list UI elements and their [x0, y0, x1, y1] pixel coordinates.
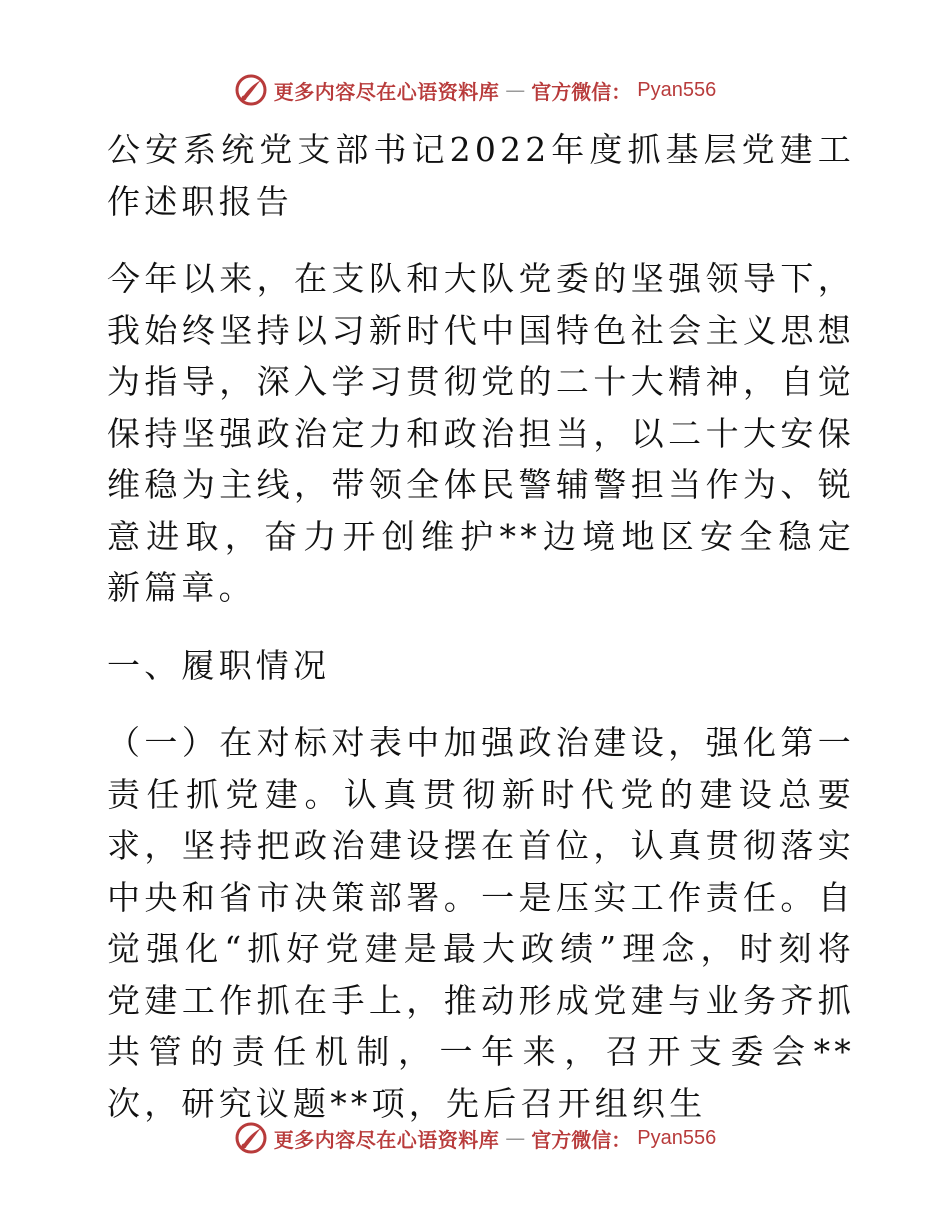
document-body	[97, 124, 855, 1129]
section-heading: 一、履职情况	[107, 645, 331, 685]
watermark-separator: —	[505, 1126, 526, 1150]
watermark-wechat-id: Pyan556	[637, 1126, 717, 1149]
watermark-bottom	[0, 1118, 950, 1158]
watermark-separator: —	[505, 78, 526, 102]
watermark-wechat-id: Pyan556	[637, 78, 717, 101]
intro-paragraph: 今年以来，在支队和大队党委的坚强领导下，我始终坚持以习新时代中国特色社会主义思想为指导，深入学习贯彻党的二十大精神，自觉保持坚强政治定力和政治担当，以二十大安保维稳为主线，带领全体民警辅警担当作为、锐意进取，奋力开创维护**边境地区安全稳定新篇章。	[107, 259, 855, 607]
brush-logo-icon	[234, 73, 268, 107]
watermark-main-text: 更多内容尽在心语资料库	[273, 79, 500, 104]
watermark-wechat-label: 官方微信：	[531, 79, 632, 104]
section-paragraph: （一）在对标对表中加强政治建设，强化第一责任抓党建。认真贯彻新时代党的建设总要求，坚持把政治建设摆在首位，认真贯彻落实中央和省市决策部署。一是压实工作责任。自觉强化“抓好党建是最大政绩”理念，时刻将党建工作抓在手上，推动形成党建与业务齐抓共管的责任机制，一年来，召开支委会**次，研究议题**项，先后召开组织生	[107, 723, 855, 1123]
watermark-main-text: 更多内容尽在心语资料库	[273, 1127, 500, 1152]
watermark-wechat-label: 官方微信：	[531, 1127, 632, 1152]
brush-logo-icon	[234, 1121, 268, 1155]
watermark-top	[0, 70, 950, 110]
document-title: 公安系统党支部书记2022年度抓基层党建工作述职报告	[107, 130, 855, 221]
